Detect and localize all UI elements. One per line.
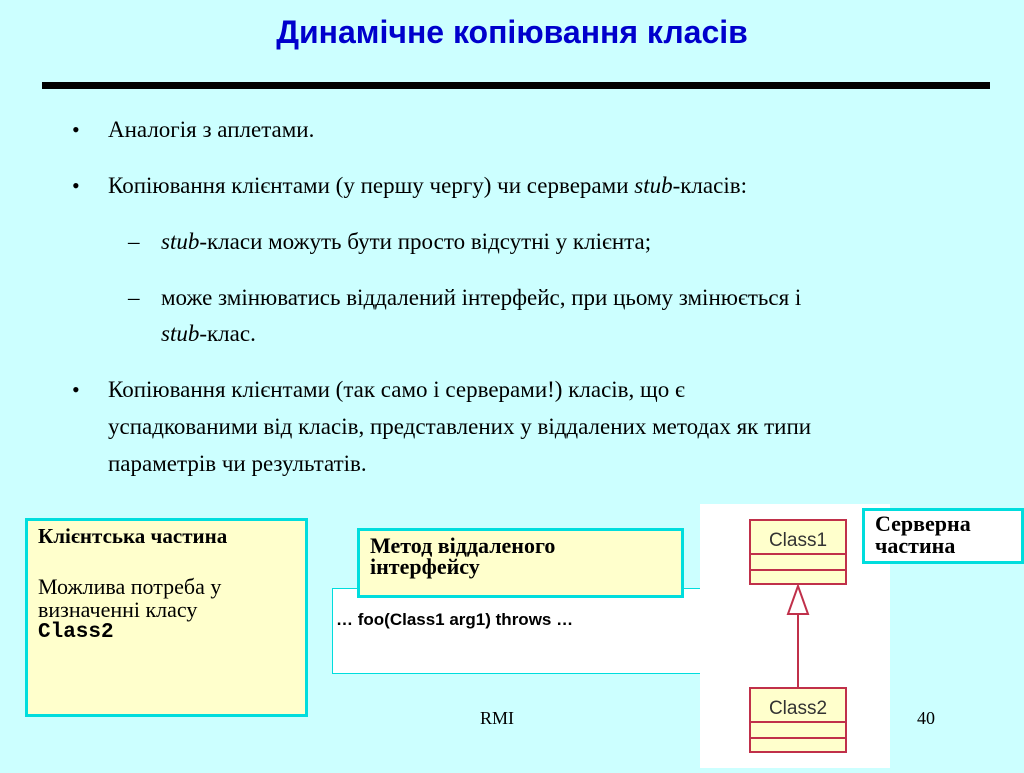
bullet-marker: • — [72, 173, 80, 198]
method-signature: … foo(Class1 arg1) throws … — [336, 610, 574, 629]
sub-bullet-2-line1: може змінюватись віддалений інтерфейс, при цьому змінюється і — [161, 285, 802, 310]
sub-bullet-marker: – — [128, 229, 140, 254]
bullet-2-pre: Копіювання клієнтами (у першу чергу) чи серверами — [108, 173, 635, 198]
sub-bullet-2-emphasis: stub — [161, 321, 200, 346]
client-text-line1: Можлива потреба у — [38, 574, 222, 599]
remote-method-heading-line2: інтерфейсу — [370, 554, 480, 579]
bullet-3-line3: параметрів чи результатів. — [108, 451, 367, 476]
uml-class2-label: Class2 — [768, 698, 828, 719]
bullet-1-text: Аналогія з аплетами. — [108, 117, 315, 142]
client-part-heading: Клієнтська частина — [38, 524, 228, 548]
slide-title: Динамічне копіювання класів — [276, 14, 748, 50]
bullet-2-post: -класів: — [672, 173, 747, 198]
bullet-2-emphasis: stub — [634, 173, 673, 198]
client-text-line2: визначенні класу — [38, 597, 198, 622]
bullet-2-text — [108, 172, 747, 200]
bullet-marker: • — [72, 377, 80, 402]
bullet-marker: • — [72, 117, 80, 142]
sub-bullet-marker: – — [128, 285, 140, 310]
inheritance-arrow-icon — [788, 586, 808, 614]
server-part-line2: частина — [875, 533, 956, 558]
server-part-line1: Серверна — [875, 511, 971, 536]
client-part-text — [38, 575, 295, 644]
sub-bullet-1-emphasis: stub — [161, 229, 200, 254]
uml-class1-box — [750, 520, 846, 584]
uml-class1-label: Class1 — [768, 530, 828, 551]
sub-bullet-2-line2 — [161, 320, 256, 348]
server-part-box — [862, 508, 1024, 564]
uml-class2-box — [750, 688, 846, 752]
method-signature-box — [332, 588, 701, 674]
sub-bullet-2-post: -клас. — [199, 321, 256, 346]
remote-method-label-box — [357, 528, 684, 598]
footer-label: RMI — [480, 708, 515, 728]
remote-method-heading-line1: Метод віддаленого — [370, 533, 556, 558]
client-class-name: Class2 — [38, 621, 114, 644]
client-part-box — [25, 518, 308, 717]
sub-bullet-1-post: -класи можуть бути просто відсутні у клієнта; — [199, 229, 652, 254]
page-number: 40 — [917, 708, 935, 728]
sub-bullet-1-text — [161, 228, 651, 256]
bullet-3-line1: Копіювання клієнтами (так само і серверами!) класів, що є — [108, 377, 685, 402]
bullet-3-line2: успадкованими від класів, представлених у віддалених методах як типи — [108, 414, 812, 439]
title-underline — [42, 82, 990, 89]
